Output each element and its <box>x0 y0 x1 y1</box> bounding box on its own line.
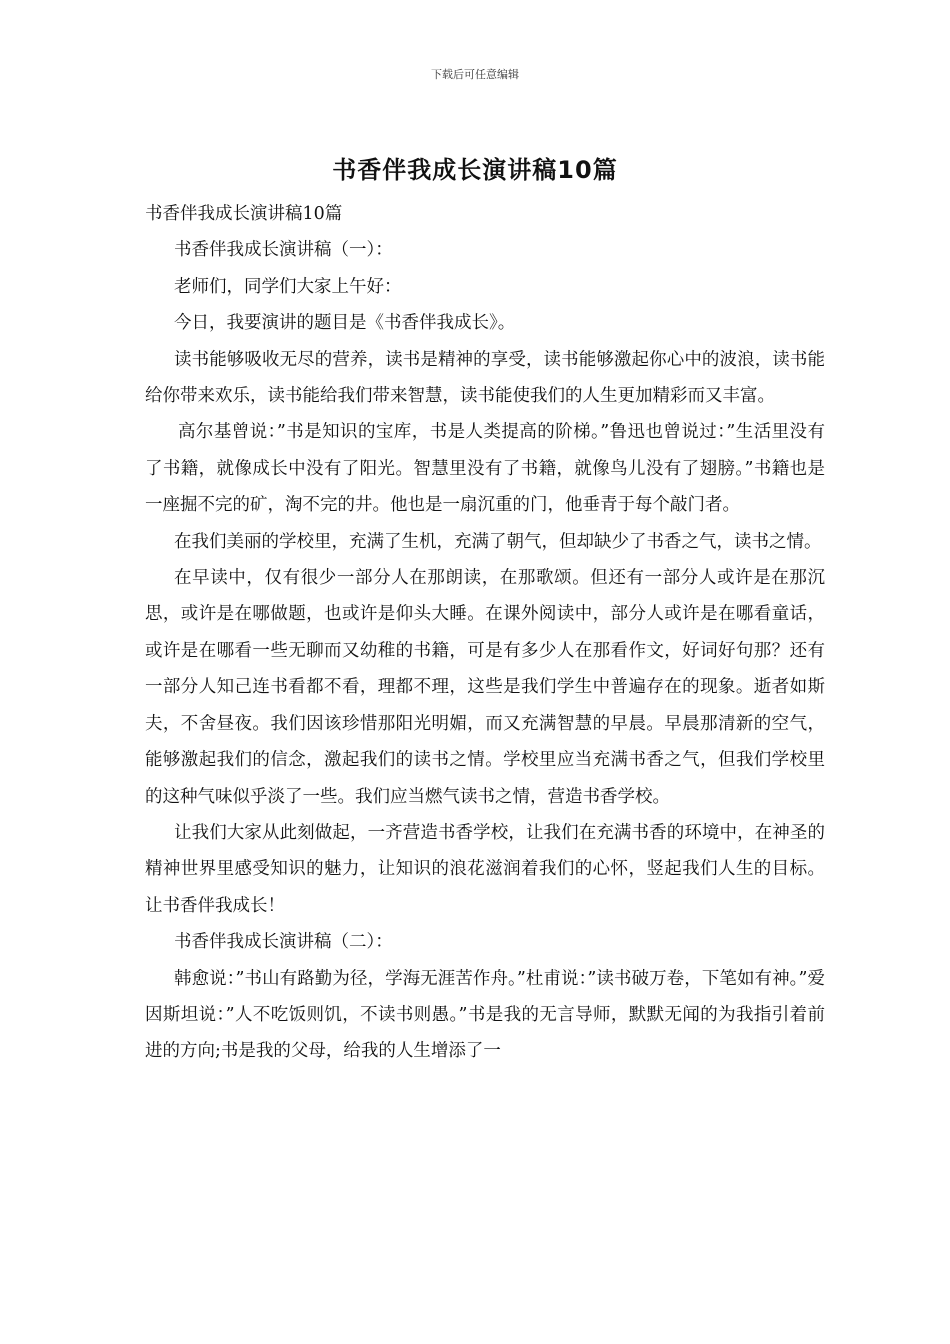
body-paragraph: 让我们大家从此刻做起，一齐营造书香学校，让我们在充满书香的环境中，在神圣的精神世界里感受知识的魅力，让知识的浪花滋润着我们的心怀，竖起我们人生的目标。让书香伴我成长！ <box>145 822 825 916</box>
body-paragraph: 在我们美丽的学校里，充满了生机，充满了朝气，但却缺少了书香之气，读书之情。 <box>174 531 822 552</box>
body-paragraph: 在早读中，仅有很少一部分人在那朗读，在那歌颂。但还有一部分人或许是在那沉思，或许是在哪做题，也或许是仰头大睡。在课外阅读中，部分人或许是在哪看童话，或许是在哪看一些无聊而又幼稚的书籍，可是有多少人在那看作文，好词好句那？还有一部分人知己连书看都不看，理都不理，这些是我们学生中普遍存在的现象。逝者如斯夫，不舍昼夜。我们因该珍惜那阳光明媚，而又充满智慧的早晨。早晨那清新的空气，能够激起我们的信念，激起我们的读书之情。学校里应当充满书香之气，但我们学校里的这种气味似乎淡了一些。我们应当燃气读书之情，营造书香学校。 <box>145 568 825 807</box>
page-header-note: 下载后可任意编辑 <box>431 68 519 81</box>
section-heading-1: 书香伴我成长演讲稿（一）： <box>174 240 393 261</box>
document-body <box>145 196 825 1070</box>
document-title: 书香伴我成长演讲稿10篇 <box>332 156 618 184</box>
body-paragraph: 韩愈说：”书山有路勤为径，学海无涯苦作舟。”杜甫说：”读书破万卷，下笔如有神。”爱因斯坦说：”人不吃饭则饥，不读书则愚。”书是我的无言导师，默默无闻的为我指引着前进的方向;书是我的父母，给我的人生增添了一 <box>145 968 825 1062</box>
body-subtitle: 书香伴我成长演讲稿10篇 <box>145 204 343 224</box>
body-paragraph: 读书能够吸收无尽的营养，读书是精神的享受，读书能够激起你心中的波浪，读书能给你带来欢乐，读书能给我们带来智慧，读书能使我们的人生更加精彩而又丰富。 <box>145 349 825 407</box>
section-heading-2: 书香伴我成长演讲稿（二）： <box>174 932 393 953</box>
body-paragraph: 高尔基曾说：”书是知识的宝库，书是人类提高的阶梯。”鲁迅也曾说过：”生活里没有了书籍，就像成长中没有了阳光。智慧里没有了书籍，就像鸟儿没有了翅膀。”书籍也是一座掘不完的矿，淘不完的井。他也是一扇沉重的门，他垂青于每个敲门者。 <box>145 422 825 516</box>
topic-paragraph: 今日，我要演讲的题目是《书香伴我成长》。 <box>174 313 516 334</box>
greeting-paragraph: 老师们，同学们大家上午好： <box>174 276 402 297</box>
